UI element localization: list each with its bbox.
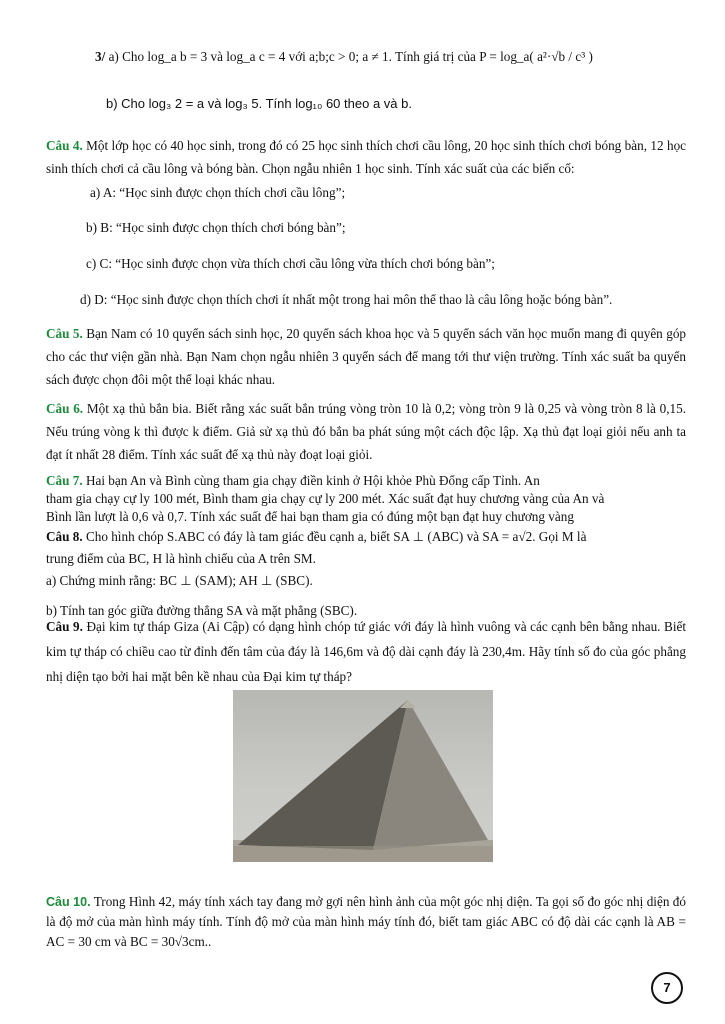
question-9 xyxy=(46,614,686,689)
pyramid-cap xyxy=(400,700,416,708)
question-7-line-2: tham gia chạy cự ly 100 mét, Bình tham gia chạy cự ly 200 mét. Xác suất đạt huy chương vàng của An và xyxy=(46,491,605,506)
question-6-text: Một xạ thủ bắn bia. Biết rằng xác suất bắn trúng vòng tròn 10 là 0,2; vòng tròn 9 là 0,25 và vòng tròn 8 là 0,15. Nếu trúng vòng k thì được k điểm. Giả sử xạ thủ đó bắn ba phát súng một cách độc lập. Xạ thủ đạt loại giỏi nếu anh ta đạt ít nhất 28 điểm. Tính xác suất để xạ thủ này đoạt loại giỏi. xyxy=(46,401,687,462)
question-8-line-1: Cho hình chóp S.ABC có đáy là tam giác đều cạnh a, biết SA ⊥ (ABC) và SA = a√2. Gọi M là xyxy=(85,529,587,544)
question-7 xyxy=(46,472,686,526)
question-5-text: Bạn Nam có 10 quyển sách sinh học, 20 quyển sách khoa học và 5 quyển sách văn học muốn mang đi quyên góp cho các thư viện gần nhà. Bạn Nam chọn ngẫu nhiên 3 quyển sách để mang tới thư viện trường. Tính xác suất ba quyển sách được chọn đôi một thể loại khác nhau. xyxy=(46,326,687,387)
page-number: 7 xyxy=(651,972,683,1004)
question-10-text: Trong Hình 42, máy tính xách tay đang mở gợi nên hình ảnh của một góc nhị diện. Ta gọi số đo góc nhị diện đó là độ mở của màn hình máy tính. Tính độ mở của màn hình máy tính đó, biết tam giác ABC có độ dài các cạnh là AB = AC = 30 cm và BC = 30√3cm.. xyxy=(46,894,686,949)
question-8 xyxy=(46,526,686,622)
question-4 xyxy=(46,134,686,180)
pyramid-illustration xyxy=(233,690,493,862)
question-7-label: Câu 7. xyxy=(46,473,83,488)
question-7-line-3: Bình lần lượt là 0,6 và 0,7. Tính xác suất để hai bạn tham gia có đúng một bạn đạt huy chương vàng xyxy=(46,509,574,524)
question-6 xyxy=(46,397,686,466)
question-10-label: Câu 10. xyxy=(46,895,91,909)
question-3-part-b: b) Cho log₃ 2 = a và log₃ 5. Tính log₁₀ 60 theo a và b. xyxy=(106,96,412,111)
question-8-part-b: b) Tính tan góc giữa đường thẳng SA và mặt phẳng (SBC). xyxy=(46,603,358,618)
question-4-text: Một lớp học có 40 học sinh, trong đó có 25 học sinh thích chơi cầu lông, 20 học sinh thích chơi bóng bàn, 12 học sinh thích chơi cả cầu lông và bóng bàn. Chọn ngẫu nhiên 1 học sinh. Tính xác suất của các biến cố: xyxy=(46,138,687,176)
question-8-line-2: trung điểm của BC, H là hình chiếu của A trên SM. xyxy=(46,551,316,566)
pyramid-photo xyxy=(233,690,493,862)
question-3 xyxy=(95,45,655,68)
question-8-part-a: a) Chứng minh rằng: BC ⊥ (SAM); AH ⊥ (SBC). xyxy=(46,573,313,588)
question-9-text: Đại kim tự tháp Giza (Ai Cập) có dạng hình chóp tứ giác với đáy là hình vuông và các cạnh bên bằng nhau. Biết kim tự tháp có chiều cao từ đỉnh đến tâm của đáy là 146,6m và độ dài cạnh đáy là 230,4m. Hãy tính số đo của góc phẳng nhị diện tạo bởi hai mặt bên kề nhau của Đại kim tự tháp? xyxy=(46,619,687,684)
question-10 xyxy=(46,892,686,952)
question-4-option-c: c) C: “Học sinh được chọn vừa thích chơi cầu lông vừa thích chơi bóng bàn”; xyxy=(86,256,495,271)
question-9-label: Câu 9. xyxy=(46,619,83,634)
question-5 xyxy=(46,322,686,391)
question-4-option-a: a) A: “Học sinh được chọn thích chơi cầu lông”; xyxy=(90,185,346,200)
question-7-line-1: Hai bạn An và Bình cùng tham gia chạy điền kinh ở Hội khỏe Phù Đổng cấp Tỉnh. An xyxy=(85,473,540,488)
question-5-label: Câu 5. xyxy=(46,326,83,341)
question-6-label: Câu 6. xyxy=(46,401,84,416)
question-3-label: 3/ xyxy=(95,49,106,64)
question-4-label: Câu 4. xyxy=(46,138,83,153)
question-4-option-b: b) B: “Học sinh được chọn thích chơi bóng bàn”; xyxy=(86,220,346,235)
rubble-strip xyxy=(233,846,493,862)
question-3-part-a: a) Cho log_a b = 3 và log_a c = 4 với a;b;c > 0; a ≠ 1. Tính giá trị của P = log_a( a²·√b / c³ ) xyxy=(108,49,593,64)
question-8-label: Câu 8. xyxy=(46,529,83,544)
question-4-option-d: d) D: “Học sinh được chọn thích chơi ít nhất một trong hai môn thể thao là câu lông hoặc bóng bàn”. xyxy=(80,292,613,307)
